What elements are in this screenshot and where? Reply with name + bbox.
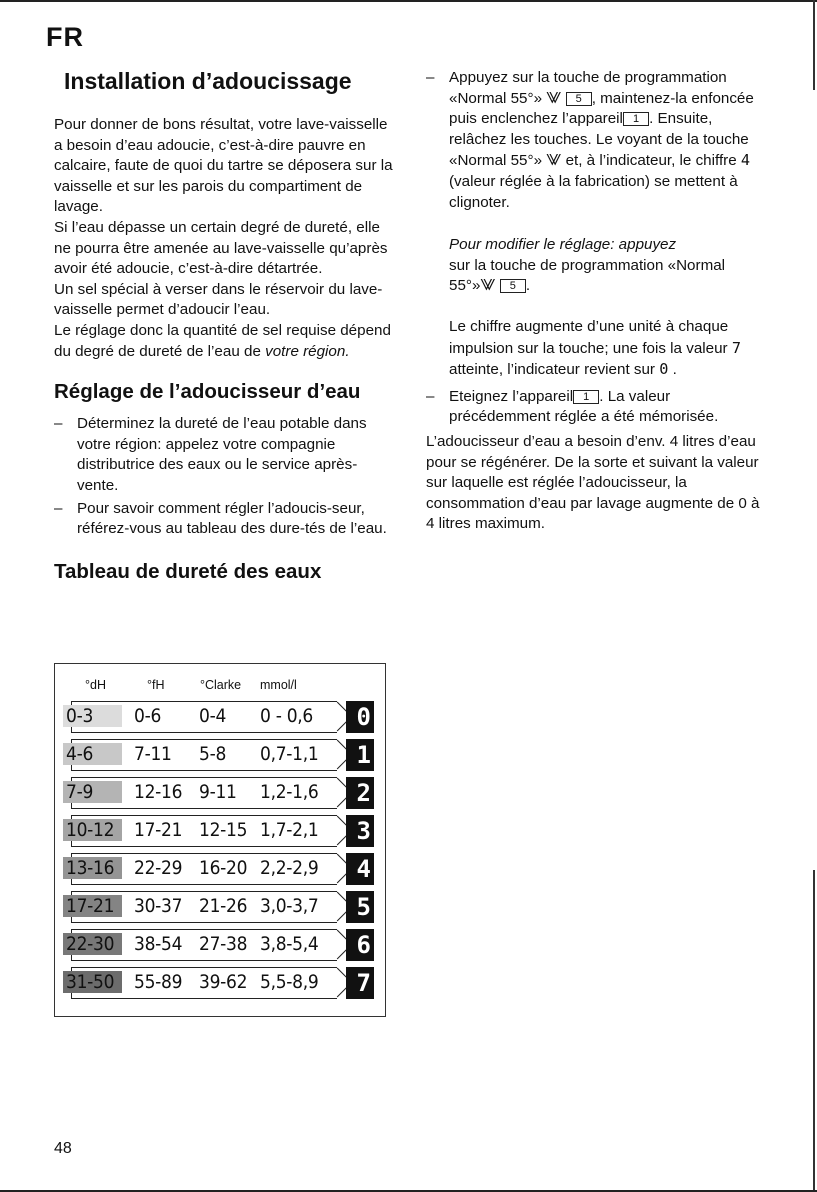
digit-display: 0 [659, 360, 669, 379]
table-row [63, 967, 379, 999]
dish-icon: ⨈ [480, 277, 496, 295]
cell-dh: 13-16 [63, 857, 122, 879]
right-column [426, 68, 771, 535]
increase-text: atteinte, l’indicateur revient sur [449, 361, 660, 379]
cell-mmol: 5,5-8,9 [260, 971, 319, 993]
cell-fh: 38-54 [134, 933, 183, 955]
digit-display: 7 [731, 338, 741, 357]
edge-mark [813, 0, 815, 90]
cell-dh: 4-6 [63, 743, 122, 765]
cell-dh: 17-21 [63, 895, 122, 917]
key-1-icon: 1 [573, 390, 599, 404]
modify-text-span: sur la touche de programmation «Normal 55°» [449, 256, 726, 295]
cell-clarke: 39-62 [199, 971, 248, 993]
cell-fh: 22-29 [134, 857, 183, 879]
increase-text: . [668, 361, 677, 379]
increase-text: Le chiffre augmente d’une unité à chaque impulsion sur la touche; une fois la valeur [449, 317, 732, 357]
table-header [55, 678, 385, 694]
spacer [426, 297, 771, 317]
right-steps-list-2 [426, 387, 771, 428]
cell-clarke: 5-8 [199, 743, 227, 765]
cell-mmol: 2,2-2,9 [260, 857, 319, 879]
cell-dh: 22-30 [63, 933, 122, 955]
section-heading-setting: Réglage de l’adoucisseur d’eau [54, 380, 361, 404]
section-heading-table: Tableau de dureté des eaux [54, 559, 322, 583]
cell-clarke: 21-26 [199, 895, 248, 917]
intro-paragraph-1: Pour donner de bons résultat, votre lave-vaisselle a besoin d’eau adoucie, c’est-à-dire pauvre en calcaire, faute de quoi du tartre se déposera sur la vaisselle et sur les parois du compartiment de lavage. [54, 116, 393, 216]
intro-paragraph-4 [54, 321, 394, 362]
cell-fh: 7-11 [134, 743, 172, 765]
dish-icon: ⨈ [546, 89, 562, 107]
step-text: . Ensuite, relâchez les touches. Le voyant de la touche «Normal 55°» [449, 110, 749, 170]
digit-display: 2 [346, 777, 374, 809]
top-rule [0, 0, 817, 5]
table-row [63, 891, 379, 923]
cell-clarke: 16-20 [199, 857, 248, 879]
page-number: 48 [54, 1140, 72, 1157]
cell-clarke: 0-4 [199, 705, 227, 727]
key-5-icon: 5 [500, 279, 526, 293]
closing-paragraph: L’adoucisseur d’eau a besoin d’env. 4 litres d’eau pour se régénérer. De la sorte et suivant la valeur sur laquelle est réglée l’adoucisseur, la consommation d’eau par lavage augmente de 0 à 4 litres maximum. [426, 432, 760, 533]
modify-text: sur la touche de programmation «Normal 55°»⨈ 5 . [449, 256, 726, 295]
step-text: . La valeur précédemment réglée a été mémorisée. [449, 387, 719, 426]
digit-display: 4 [346, 853, 374, 885]
list-item: – Déterminez la dureté de l’eau potable dans votre région: appelez votre compagnie distributrice des eaux ou le service après-vente. [54, 414, 394, 496]
page-title: Installation d’adoucissage [64, 68, 352, 94]
cell-mmol: 0,7-1,1 [260, 743, 319, 765]
cell-fh: 12-16 [134, 781, 183, 803]
cell-fh: 30-37 [134, 895, 183, 917]
key-1-icon: 1 [623, 112, 649, 126]
cell-mmol: 0 - 0,6 [260, 705, 313, 727]
step-text: et, à l’indicateur, le chiffre [561, 152, 741, 170]
digit-display: 1 [346, 739, 374, 771]
table-row [63, 777, 379, 809]
cell-mmol: 3,8-5,4 [260, 933, 319, 955]
left-column [54, 68, 394, 594]
cell-mmol: 1,7-2,1 [260, 819, 319, 841]
language-label: FR [46, 22, 84, 52]
cell-mmol: 1,2-1,6 [260, 781, 319, 803]
digit-display: 0 [346, 701, 374, 733]
setting-steps-list [54, 414, 394, 540]
dish-icon: ⨈ [546, 152, 562, 170]
cell-fh: 0-6 [134, 705, 162, 727]
list-item: – Pour savoir comment régler l’adoucis-seur, référez-vous au tableau des dure-tés de l’eau. [54, 499, 394, 540]
cell-dh: 0-3 [63, 705, 122, 727]
list-item [426, 68, 771, 213]
column-header-mmol: mmol/l [260, 678, 297, 692]
step-text: Appuyez sur la touche de programmation «Normal 55°» [449, 69, 727, 107]
digit-display: 4 [740, 151, 751, 170]
column-header-fh: °fH [147, 678, 165, 692]
cell-mmol: 3,0-3,7 [260, 895, 319, 917]
digit-display: 5 [346, 891, 374, 923]
intro-paragraph-4-text: Le réglage donc la quantité de sel requise dépend du degré de dureté de l’eau de [54, 321, 391, 360]
intro-paragraph-3: Un sel spécial à verser dans le réservoir du lave-vaisselle permet d’adoucir l’eau. [54, 280, 383, 319]
digit-display: 3 [346, 815, 374, 847]
table-row [63, 929, 379, 961]
column-header-dh: °dH [85, 678, 106, 692]
modify-heading: Pour modifier le réglage: appuyez [449, 236, 677, 254]
step-text: , maintenez-la enfoncée puis enclenchez l’appareil [449, 89, 754, 128]
cell-clarke: 27-38 [199, 933, 248, 955]
table-row [63, 701, 379, 733]
digit-display: 6 [346, 929, 374, 961]
increase-paragraph [426, 317, 771, 381]
key-5-icon: 5 [566, 92, 592, 106]
cell-clarke: 9-11 [199, 781, 237, 803]
digit-display: 7 [346, 967, 374, 999]
table-row [63, 815, 379, 847]
column-header-clarke: °Clarke [200, 678, 242, 692]
intro-paragraph-2: Si l’eau dépasse un certain degré de dureté, elle ne pourra être amenée au lave-vaisselle qu’après avoir été adoucie, c’est-à-dire détartrée. [54, 218, 388, 278]
spacer [426, 215, 771, 235]
table-row [63, 853, 379, 885]
cell-dh: 7-9 [63, 781, 122, 803]
step-text: (valeur réglée à la fabrication) se mettent à clignoter. [449, 172, 738, 211]
cell-dh: 31-50 [63, 971, 122, 993]
right-steps-list [426, 68, 771, 213]
intro-paragraph-4-italic: votre région. [265, 342, 350, 360]
cell-fh: 17-21 [134, 819, 183, 841]
list-item [426, 387, 771, 428]
table-row [63, 739, 379, 771]
step-text: Eteignez l’appareil [449, 387, 574, 405]
cell-fh: 55-89 [134, 971, 183, 993]
cell-dh: 10-12 [63, 819, 122, 841]
cell-clarke: 12-15 [199, 819, 248, 841]
hardness-table [54, 663, 386, 1017]
edge-mark [813, 870, 815, 1190]
